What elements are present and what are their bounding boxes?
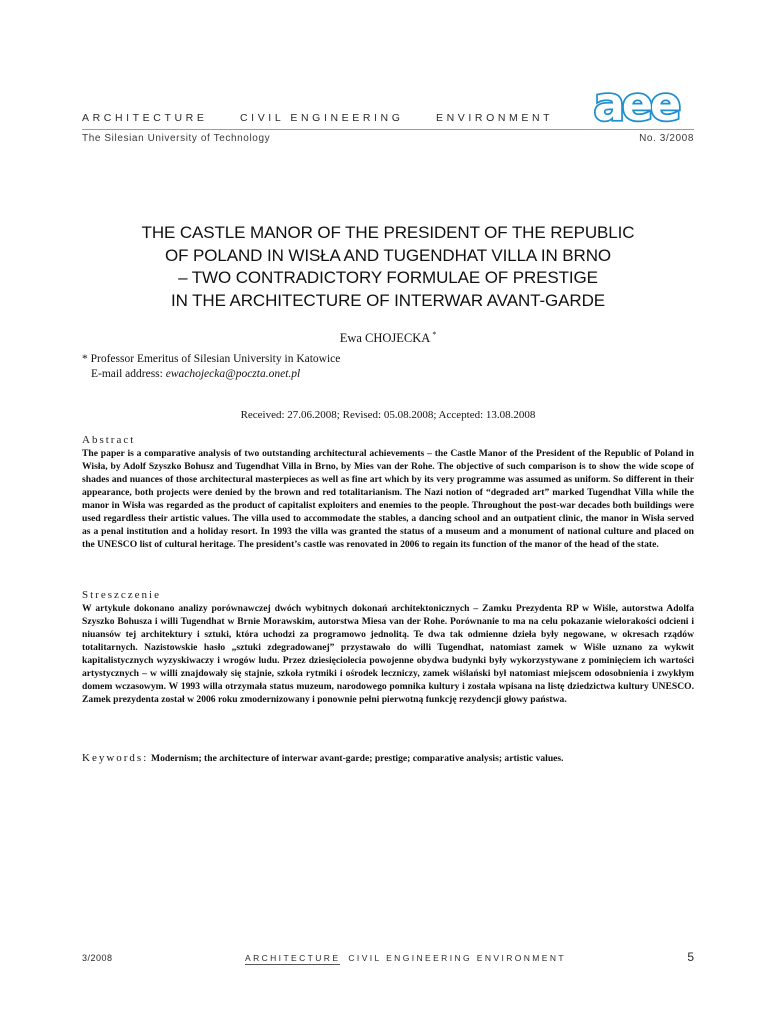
streszczenie-section xyxy=(82,589,694,706)
author-affiliation xyxy=(82,352,694,382)
abstract-text: The paper is a comparative analysis of two outstanding architectural achievements – the Castle Manor of the President of the Republic of Poland in Wisła, by Adolf Szyszko Bohusz and Tugendhat Villa in Brno, by Mies van der Rohe. The objective of such comparison is to show the wide scope of shades and nuances of those architectural masterpieces as well as fine art which by its very programme was assumed as uniform. So different in their appearance, both projects were denied by the brown and red totalitarianism. The Nazi notion of “degraded art” marked Tugendhat Villa while the manor in Wisła was regarded as the product of capitalist exploiters and enemies to the people. Throughout the post-war decades both buildings were used regardless their artistic values. The villa used to accommodate the stables, a dancing school and an outpatient clinic, the manor in Wisła served as a penal institution and a holiday resort. In 1993 the villa was granted the status of a museum and a monument of national culture and placed on the UNESCO list of cultural heritage. The president’s castle was renovated in 2006 to regain its function of the manor of the head of the state. xyxy=(82,448,694,550)
journal-title-architecture: ARCHITECTURE xyxy=(82,112,208,124)
header-subline xyxy=(82,133,694,144)
journal-title-environment: ENVIRONMENT xyxy=(436,112,554,124)
email-line xyxy=(82,367,694,382)
footer-journal-architecture: ARCHITECTURE xyxy=(245,953,341,963)
paper-title-line: THE CASTLE MANOR OF THE PRESIDENT OF THE REPUBLIC xyxy=(141,223,635,242)
email-label: E-mail address: xyxy=(91,368,163,380)
affiliation-text: * Professor Emeritus of Silesian University in Katowice xyxy=(82,353,341,365)
page-number: 5 xyxy=(687,950,694,964)
streszczenie-label: Streszczenie xyxy=(82,589,161,601)
issue-number: No. 3/2008 xyxy=(639,133,694,144)
author-email: ewachojecka@poczta.onet.pl xyxy=(165,368,301,380)
footer-issue: 3/2008 xyxy=(82,953,113,963)
footer-journal-name xyxy=(245,953,566,965)
paper-title xyxy=(82,222,694,312)
journal-logo xyxy=(576,82,696,126)
paper-title-line: IN THE ARCHITECTURE OF INTERWAR AVANT-GARDE xyxy=(171,290,605,310)
received-dates: Received: 27.06.2008; Revised: 05.08.2008; Accepted: 13.08.2008 xyxy=(240,409,536,421)
keywords-line xyxy=(82,752,694,764)
paper-title-line: – TWO CONTRADICTORY FORMULAE OF PRESTIGE xyxy=(178,268,598,287)
author-footnote-mark: * xyxy=(432,330,437,339)
logo-text: aee xyxy=(593,82,679,126)
abstract-section xyxy=(82,434,694,551)
publisher-name: The Silesian University of Technology xyxy=(82,133,271,144)
paper-title-line: OF POLAND IN WISŁA AND TUGENDHAT VILLA IN BRNO xyxy=(164,245,611,265)
header-rule xyxy=(82,129,694,130)
keywords-text: Modernism; the architecture of interwar avant-garde; prestige; comparative analysis; artistic values. xyxy=(151,753,564,764)
streszczenie-text: W artykule dokonano analizy porównawczej dwóch wybitnych dokonań architektonicznych – Zamku Prezydenta RP w Wiśle, autorstwa Adolfa Szyszko Bohusza i willi Tugendhat w Brnie Morawskim, autorstwa Miesa van der Rohe. Porównanie to ma na celu pokazanie wielorakości odcieni i niuansów tej architektury i sztuki, która uchodzi za programowo jednolitą. Te dwa tak odmienne dzieła były negowane, w okresach rządów totalitarnych. Nazistowskie hasło „sztuki zdegradowanej” przystawało do willi Tugendhat, natomiast zamek w Wiśle uznano za wykwit kapitalistycznych wyzyskiwaczy i wrogów ludu. Przez dziesięciolecia powojenne obydwa budynki były wykorzystywane z pominięciem ich wartości artystycznych – w willi znajdowały się stajnie, szkoła rytmiki i ośrodek leczniczy, zamek wiślański był natomiast miejscem odosobnienia i zwykłym domem wczasowym. W 1993 willa otrzymała status muzeum, narodowego pomnika kultury i została wpisana na listę dziedzictwa kultury UNESCO. Zamek prezydenta został w 2006 roku zmodernizowany i ponownie pełni pierwotną funkcję rezydencji głowy państwa. xyxy=(82,603,694,705)
author-name: Ewa CHOJECKA xyxy=(339,331,431,346)
footer-journal-rest: CIVIL ENGINEERING ENVIRONMENT xyxy=(348,953,566,963)
keywords-label: Keywords: xyxy=(82,752,149,764)
author-line xyxy=(82,330,694,346)
journal-title-civil-engineering: CIVIL ENGINEERING xyxy=(240,112,404,124)
abstract-label: Abstract xyxy=(82,434,136,446)
